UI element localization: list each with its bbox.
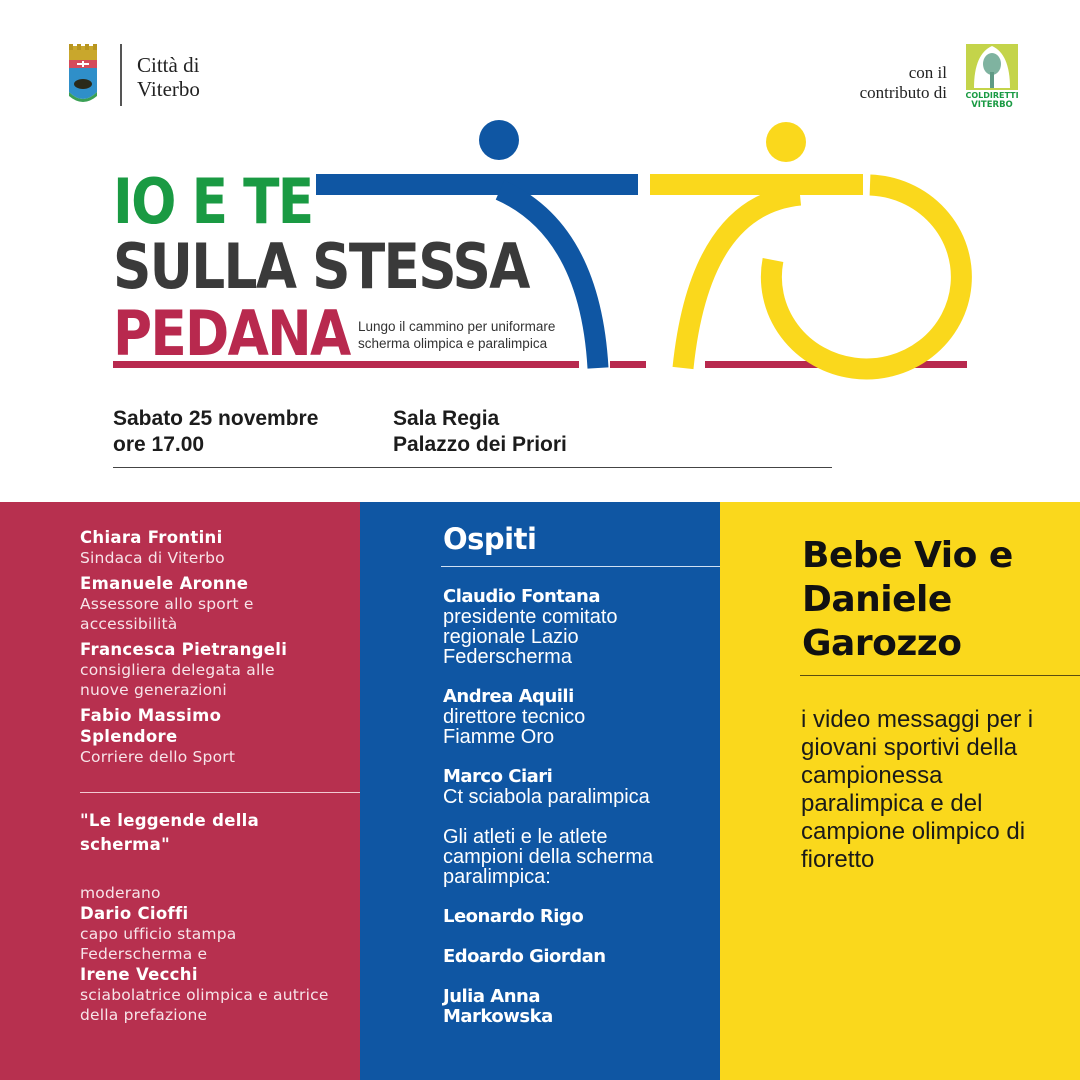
- svg-text:COLDIRETTI: COLDIRETTI: [966, 91, 1018, 100]
- event-venue: Sala Regia: [393, 407, 500, 430]
- athlete-name: Leonardo Rigo: [443, 906, 584, 927]
- guest-entry: Claudio Fontana presidente comitato regionale Lazio Federscherma: [443, 586, 618, 668]
- event-building: Palazzo dei Priori: [393, 433, 567, 456]
- guest-entry: Marco Ciari Ct sciabola paralimpica: [443, 766, 650, 808]
- featured-divider: [800, 675, 1080, 676]
- svg-text:VITERBO: VITERBO: [971, 100, 1013, 108]
- guests-list: [443, 587, 713, 1047]
- speaker-entry: Chiara Frontini Sindaca di Viterbo: [80, 528, 225, 567]
- city-name: Città di Viterbo: [137, 53, 200, 101]
- title-line-2: SULLA STESSA: [113, 230, 529, 303]
- speaker-entry: Fabio Massimo Splendore Corriere dello Sport: [80, 706, 236, 766]
- speaker-entry: Emanuele Aronne Assessore allo sport e accessibilità: [80, 574, 254, 633]
- video-messages-text: i video messaggi per i giovani sportivi della campionessa paralimpica e del campione olimpico di fioretto: [801, 706, 1034, 873]
- moderators-block: "Le leggende della scherma" moderano Dario Cioffi capo ufficio stampa Federscherma e Irene Vecchi sciabolatrice olimpica e autrice della prefazione: [80, 809, 360, 1025]
- guests-divider: [441, 566, 720, 567]
- athlete-name: Julia Anna Markowska: [443, 986, 553, 1027]
- athlete-name: Edoardo Giordan: [443, 946, 606, 967]
- event-date: Sabato 25 novembre: [113, 407, 319, 430]
- speakers-divider: [80, 792, 360, 793]
- tagline: Lungo il cammino per uniformare scherma olimpica e paralimpica: [358, 319, 556, 351]
- title-line-1: IO E TE: [113, 165, 313, 238]
- guests-heading: Ospiti: [443, 522, 537, 556]
- info-divider: [113, 467, 832, 468]
- title-line-3: PEDANA: [113, 297, 350, 370]
- event-datetime: [113, 406, 318, 458]
- event-location: [393, 406, 567, 458]
- speaker-entry: Francesca Pietrangeli consigliera delegata alle nuove generazioni: [80, 640, 288, 699]
- guest-entry: Andrea Aquili direttore tecnico Fiamme Oro: [443, 686, 586, 748]
- athletes-intro: Gli atleti e le atlete campioni della scherma paralimpica:: [443, 826, 654, 888]
- event-time: ore 17.00: [113, 433, 205, 456]
- book-title: "Le leggende della scherma": [80, 811, 260, 854]
- featured-champions: Bebe Vio e Daniele Garozzo: [802, 535, 1013, 664]
- speakers-list: [80, 527, 360, 772]
- moderators-label: moderano: [80, 884, 161, 902]
- sponsor-label: con il contributo di: [859, 63, 947, 102]
